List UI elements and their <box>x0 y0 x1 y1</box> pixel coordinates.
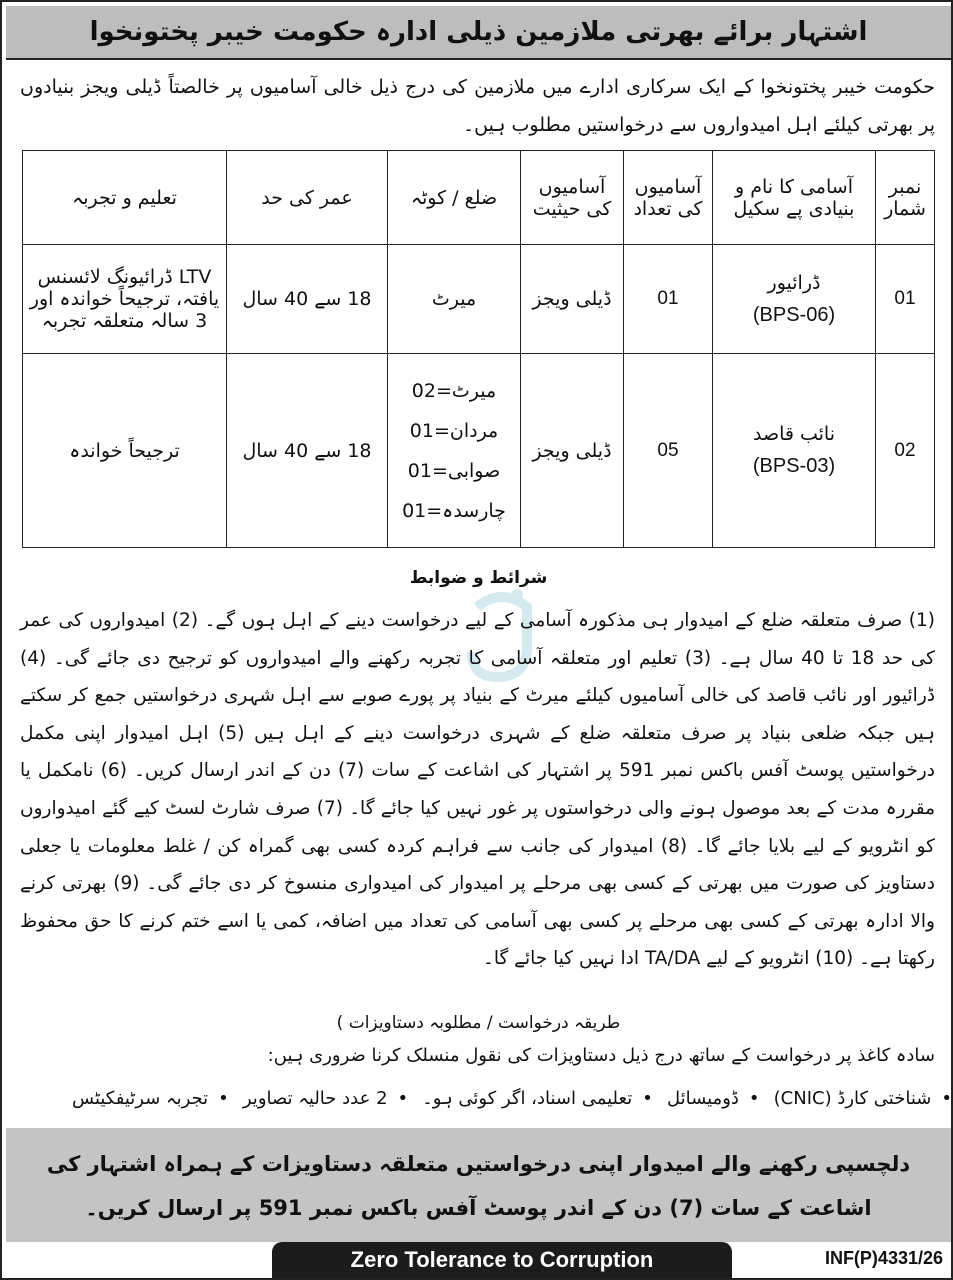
documents-list <box>72 1088 952 1109</box>
bullet-icon: • <box>397 1088 409 1109</box>
post-bps: (BPS-06) <box>752 303 836 326</box>
header-age: عمر کی حد <box>227 151 388 245</box>
cell-district: میرٹ <box>388 245 521 354</box>
cell-age: 18 سے 40 سال <box>227 245 388 354</box>
cell-status: ڈیلی ویجز <box>521 354 624 548</box>
cell-education: ترجیحاً خواندہ <box>23 354 227 548</box>
conditions-title: شرائط و ضوابط <box>409 568 548 588</box>
table-row <box>23 354 935 548</box>
list-item: •شناختی کارڈ (CNIC) <box>773 1088 952 1109</box>
header-status: آسامیوں کی حیثیت <box>521 151 624 245</box>
cell-sno: 02 <box>876 354 935 548</box>
post-name: ڈرائیور <box>767 271 821 294</box>
header-count: آسامیوں کی تعداد <box>624 151 713 245</box>
post-bps: (BPS-03) <box>752 455 836 477</box>
quota-item: چارسدہ=01 <box>402 499 506 522</box>
list-item: •2 عدد حالیہ تصاویر <box>242 1088 409 1109</box>
header-sno: نمبر شمار <box>876 151 935 245</box>
list-item: •تعلیمی اسناد، اگر کوئی ہو۔ <box>422 1088 653 1109</box>
plain-paper-instruction: سادہ کاغذ پر درخواست کے ساتھ درج ذیل دستاویزات کی نقول منسلک کرنا ضروری ہیں: <box>267 1045 935 1066</box>
cell-post <box>713 245 876 354</box>
list-item: •تجربہ سرٹیفکیٹس <box>72 1088 229 1109</box>
cell-post <box>713 354 876 548</box>
application-title: طریقہ درخواست / مطلوبہ دستاویزات ) <box>336 1013 621 1033</box>
table-row <box>23 245 935 354</box>
quota-item: میرٹ=02 <box>411 379 497 402</box>
cell-age: 18 سے 40 سال <box>227 354 388 548</box>
conditions-text: (1) صرف متعلقہ ضلع کے امیدوار ہی مذکورہ آسامی کے لیے درخواست دینے کے اہل ہوں گے۔ (2) امیدواروں کی عمر کی حد 18 تا 40 سال ہے۔ (3) تعلیم اور متعلقہ آسامی کا تجربہ رکھنے والے امیدواروں کو ترجیح دی جائے گی۔ (4) ڈرائیور اور نائب قاصد کی خالی آسامیوں کیلئے میرٹ کے بنیاد پر پورے صوبے سے اہل شہری درخواستیں جمع کر سکتے ہیں جبکہ ضلعی بنیاد پر صرف متعلقہ ضلع کے شہری درخواست دینے کے اہل ہیں (5) اہل امیدوار اپنی مکمل درخواستیں پوسٹ آفس باکس نمبر 591 پر اشتہار کی اشاعت کے سات (7) دن کے اندر ارسال کریں۔ (6) نامکمل یا مقررہ مدت کے بعد موصول ہونے والی درخواستوں پر غور نہیں کیا جائے گا۔ (7) صرف شارٹ لسٹ کیے گئے امیدواروں کو انٹرویو کے لیے بلایا جائے گا۔ (8) امیدوار کی جانب سے فراہم کردہ کسی بھی گمراہ کن / غلط معلومات یا جعلی دستاویز کی صورت میں بھرتی کے کسی بھی مرحلے پر امیدوار کی امیدواری منسوخ کر دی جائے گی۔ (9) بھرتی کرنے والا ادارہ بھرتی کے کسی بھی مرحلے پر کسی بھی آسامی کی تعداد میں اضافہ، کمی یا اسے ختم کرنے کا حق محفوظ رکھتا ہے۔ (10) انٹرویو کے لیے TA/DA ادا نہیں کیا جائے گا۔ <box>20 610 936 970</box>
footer-reference: INF(P)4331/26 <box>824 1248 943 1268</box>
intro-text: حکومت خیبر پختونخوا کے ایک سرکاری ادارے میں ملازمین کی درج ذیل خالی آسامیوں پر خالصتاً ڈیلی ویجز بنیادوں پر بھرتی کیلئے اہل امیدواروں سے درخواستیں مطلوب ہیں۔ <box>20 76 935 136</box>
quota-item: مردان=01 <box>409 419 499 442</box>
bullet-icon: • <box>748 1088 760 1109</box>
headline: اشتہار برائے بھرتی ملازمین ذیلی ادارہ حکومت خیبر پختونخوا <box>6 6 951 60</box>
cell-quota <box>388 354 521 548</box>
bullet-icon: • <box>642 1088 653 1109</box>
jobs-table <box>22 150 935 548</box>
cell-count: 05 <box>624 354 713 548</box>
cell-education: LTV ڈرائیونگ لائسنس یافتہ، ترجیحاً خواندہ اور 3 سالہ متعلقہ تجربہ <box>23 245 227 354</box>
cell-status: ڈیلی ویجز <box>521 245 624 354</box>
footer-slogan: Zero Tolerance to Corruption <box>272 1242 732 1278</box>
cell-sno: 01 <box>876 245 935 354</box>
header-post: آسامی کا نام و بنیادی پے سکیل <box>713 151 876 245</box>
list-item: •ڈومیسائل <box>666 1088 760 1109</box>
post-name: نائب قاصد <box>752 423 836 445</box>
bullet-icon: • <box>941 1088 952 1109</box>
header-district: ضلع / کوٹہ <box>388 151 521 245</box>
header-education: تعلیم و تجربہ <box>23 151 227 245</box>
cell-count: 01 <box>624 245 713 354</box>
submission-notice: دلچسپی رکھنے والے امیدوار اپنی درخواستیں متعلقہ دستاویزات کے ہمراہ اشتہار کی اشاعت کے سات (7) دن کے اندر پوسٹ آفس باکس نمبر 591 پر ارسال کریں۔ <box>6 1128 951 1242</box>
quota-item: صوابی=01 <box>407 459 501 482</box>
table-header-row <box>23 151 935 245</box>
bullet-icon: • <box>218 1088 229 1109</box>
